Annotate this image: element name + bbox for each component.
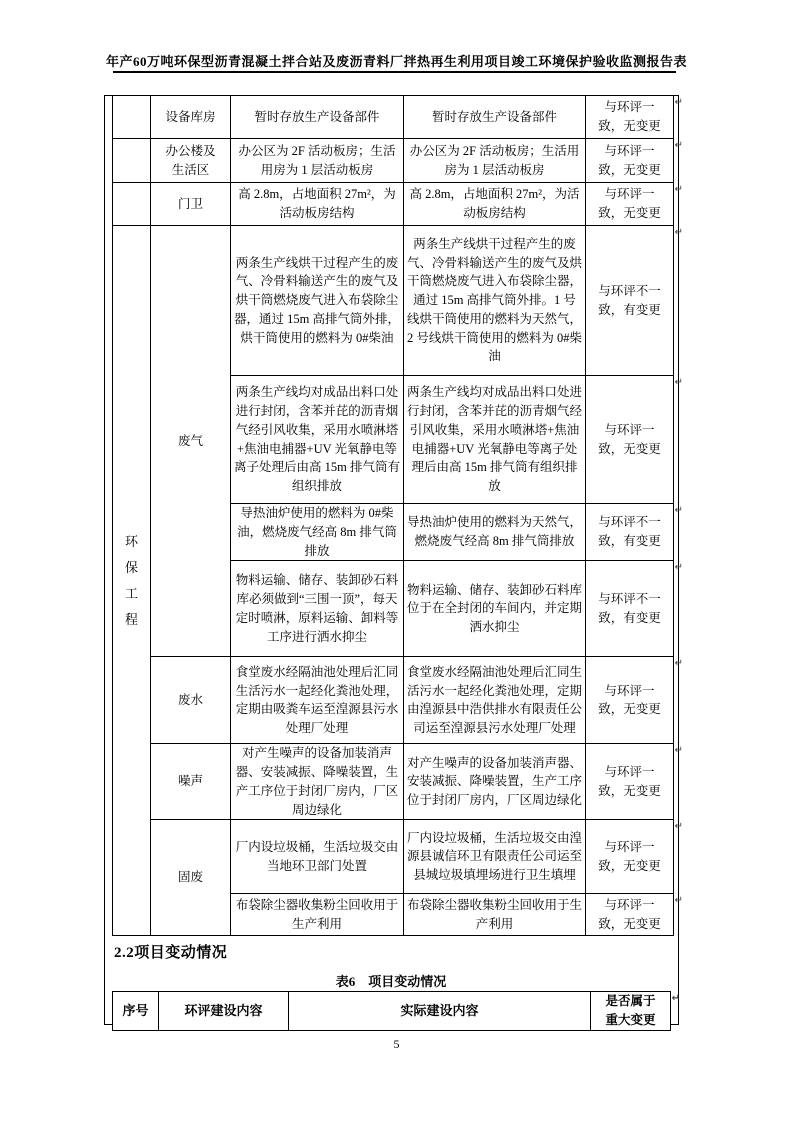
paragraph-mark-icon: ↵ <box>674 562 683 574</box>
subcategory-label: 办公楼及生活区 <box>165 143 216 177</box>
header-cell-eia-content: 环评建设内容 <box>159 992 289 1031</box>
conclusion-cell <box>586 561 683 657</box>
actual-content-cell: 导热油炉使用的燃料为天然气，燃烧废气经高 8m 排气筒排放 <box>404 504 586 561</box>
paragraph-mark-icon: ↵ <box>671 993 680 1004</box>
paragraph-mark-icon: ↵ <box>674 377 683 388</box>
subcategory-label: 废气 <box>177 433 203 448</box>
table-row <box>113 226 674 376</box>
conclusion-cell <box>586 744 683 820</box>
subcategory-label: 废水 <box>177 692 203 707</box>
eia-content-cell: 厂内设垃圾桶，生活垃圾交由当地环卫部门处置 <box>231 820 404 894</box>
actual-content-cell: 暂时存放生产设备部件 <box>404 96 586 139</box>
paragraph-mark-icon: ↵ <box>674 658 683 670</box>
table-row <box>113 657 674 744</box>
paragraph-mark-icon: ↵ <box>674 140 683 151</box>
header-label: 是否属于重大变更 <box>605 994 656 1027</box>
eia-content-cell: 食堂废水经隔油池处理后汇同生活污水一起经化粪池处理，定期由吸粪车运至湟源县污水处理厂处理 <box>231 657 404 744</box>
conclusion-cell <box>586 139 683 183</box>
conclusion-label: 与环评一致，无变更 <box>598 683 661 717</box>
actual-content-cell: 食堂废水经隔油池处理后汇同生活污水一起经化粪池处理，定期由湟源县中浩供排水有限责任公司运至湟源县污水处理厂处理 <box>404 657 586 744</box>
eia-content-cell: 对产生噪声的设备加装消声器、安装减振、降噪装置，生产工序位于封闭厂房内，厂区周边绿化 <box>231 744 404 820</box>
eia-content-cell: 两条生产线烘干过程产生的废气、冷骨料输送产生的废气及烘干筒燃烧废气进入布袋除尘器，通过 15m 高排气筒外排，烘干筒使用的燃料为 0#柴油 <box>231 226 404 376</box>
conclusion-label: 与环评一致，无变更 <box>598 187 661 220</box>
subcategory-label: 门卫 <box>177 196 203 211</box>
subcategory-cell <box>151 820 231 936</box>
conclusion-cell <box>586 820 683 894</box>
subcategory-cell <box>151 96 231 139</box>
conclusion-cell <box>586 183 683 226</box>
title-underline <box>113 71 676 73</box>
conclusion-cell <box>586 226 683 376</box>
paragraph-mark-icon: ↵ <box>674 97 683 108</box>
conclusion-label: 与环评不一致，有变更 <box>598 592 661 625</box>
conclusion-label: 与环评不一致，有变更 <box>598 515 661 549</box>
subcategory-cell <box>151 183 231 226</box>
conclusion-cell <box>586 504 683 561</box>
eia-content-cell: 导热油炉使用的燃料为 0#柴油，燃烧废气经高 8m 排气筒排放 <box>231 504 404 561</box>
eia-content-cell: 暂时存放生产设备部件 <box>231 96 404 139</box>
conclusion-cell <box>586 657 683 744</box>
subcategory-label: 噪声 <box>177 774 203 789</box>
actual-content-cell: 物料运输、储存、装卸砂石料库位于在全封闭的车间内，并定期洒水抑尘 <box>404 561 586 657</box>
paragraph-mark-icon: ↵ <box>674 745 683 757</box>
eia-content-cell: 布袋除尘器收集粉尘回收用于生产利用 <box>231 894 404 936</box>
category-label: 环保工程 <box>124 533 138 627</box>
conclusion-label: 与环评一致，无变更 <box>598 840 661 873</box>
conclusion-label: 与环评一致，无变更 <box>598 143 661 177</box>
actual-content-cell: 高 2.8m，占地面积 27m²，为活动板房结构 <box>404 183 586 226</box>
table-row <box>113 183 674 226</box>
conclusion-cell <box>586 376 683 504</box>
header-cell-actual-content: 实际建设内容 <box>289 992 591 1031</box>
actual-content-cell: 厂内设垃圾桶，生活垃圾交由湟源县诚信环卫有限责任公司运至县城垃圾填埋场进行卫生填埋 <box>404 820 586 894</box>
project-change-table <box>112 991 680 1031</box>
category-cell-empty <box>113 96 151 139</box>
eia-content-cell: 高 2.8m，占地面积 27m²，为活动板房结构 <box>231 183 404 226</box>
actual-content-cell: 布袋除尘器收集粉尘回收用于生产利用 <box>404 894 586 936</box>
paragraph-mark-icon: ↵ <box>674 184 683 195</box>
header-cell-major-change <box>591 992 680 1031</box>
section-heading: 2.2项目变动情况 <box>114 945 228 961</box>
table-row <box>113 744 674 820</box>
actual-content-cell: 两条生产线烘干过程产生的废气、冷骨料输送产生的废气及烘干筒燃烧废气进入布袋除尘器，通过 15m 高排气筒外排。1 号线烘干筒使用的燃料为天然气，2 号线烘干筒使用的燃料为 0#柴油 <box>404 226 586 376</box>
conclusion-cell <box>586 96 683 139</box>
category-cell <box>113 226 151 936</box>
subcategory-label: 固废 <box>177 870 203 885</box>
table-row <box>113 139 674 183</box>
header-cell-number: 序号 <box>113 992 159 1031</box>
paragraph-mark-icon: ↵ <box>674 227 683 238</box>
paragraph-mark-icon: ↵ <box>674 821 683 833</box>
paragraph-mark-icon: ↵ <box>674 895 683 907</box>
conclusion-label: 与环评一致，无变更 <box>598 100 661 133</box>
conclusion-label: 与环评一致，无变更 <box>598 422 661 456</box>
table-header-row <box>113 992 671 1031</box>
paragraph-mark-icon: ↵ <box>674 505 683 516</box>
subcategory-cell <box>151 139 231 183</box>
conclusion-label: 与环评一致，无变更 <box>598 765 661 798</box>
eia-content-cell: 物料运输、储存、装卸砂石料库必须做到“三围一顶”，每天定时喷淋，原料运输、卸料等工序进行洒水抑尘 <box>231 561 404 657</box>
table-caption: 表6 项目变动情况 <box>335 974 447 989</box>
category-cell-empty <box>113 139 151 183</box>
eia-content-cell: 两条生产线均对成品出料口处进行封闭，含苯并芘的沥青烟气经引风收集，采用水喷淋塔+焦油电捕器+UV 光氧静电等离子处理后由高 15m 排气筒有组织排放 <box>231 376 404 504</box>
subcategory-cell <box>151 744 231 820</box>
actual-content-cell: 两条生产线均对成品出料口处进行封闭，含苯并芘的沥青烟气经引风收集，采用水喷淋塔+焦油电捕器+UV 光氧静电等离子处理后由高 15m 排气筒有组织排放 <box>404 376 586 504</box>
page-title: 年产60万吨环保型沥青混凝土拌合站及废沥青料厂拌热再生利用项目竣工环境保护验收监测报告表 <box>105 54 687 69</box>
subcategory-label: 设备库房 <box>165 109 216 124</box>
conclusion-cell <box>586 894 683 936</box>
subcategory-cell <box>151 226 231 657</box>
subcategory-cell <box>151 657 231 744</box>
table-row <box>113 96 674 139</box>
actual-content-cell: 办公区为 2F 活动板房；生活用房为 1 层活动板房 <box>404 139 586 183</box>
conclusion-label: 与环评不一致，有变更 <box>598 283 661 317</box>
actual-content-cell: 对产生噪声的设备加装消声器、安装减振、降噪装置，生产工序位于封闭厂房内，厂区周边绿化 <box>404 744 586 820</box>
facilities-table <box>112 95 683 936</box>
conclusion-label: 与环评一致，无变更 <box>598 898 661 931</box>
category-cell-empty <box>113 183 151 226</box>
table-row <box>113 820 674 894</box>
page-number: 5 <box>393 1037 400 1051</box>
eia-content-cell: 办公区为 2F 活动板房；生活用房为 1 层活动板房 <box>231 139 404 183</box>
